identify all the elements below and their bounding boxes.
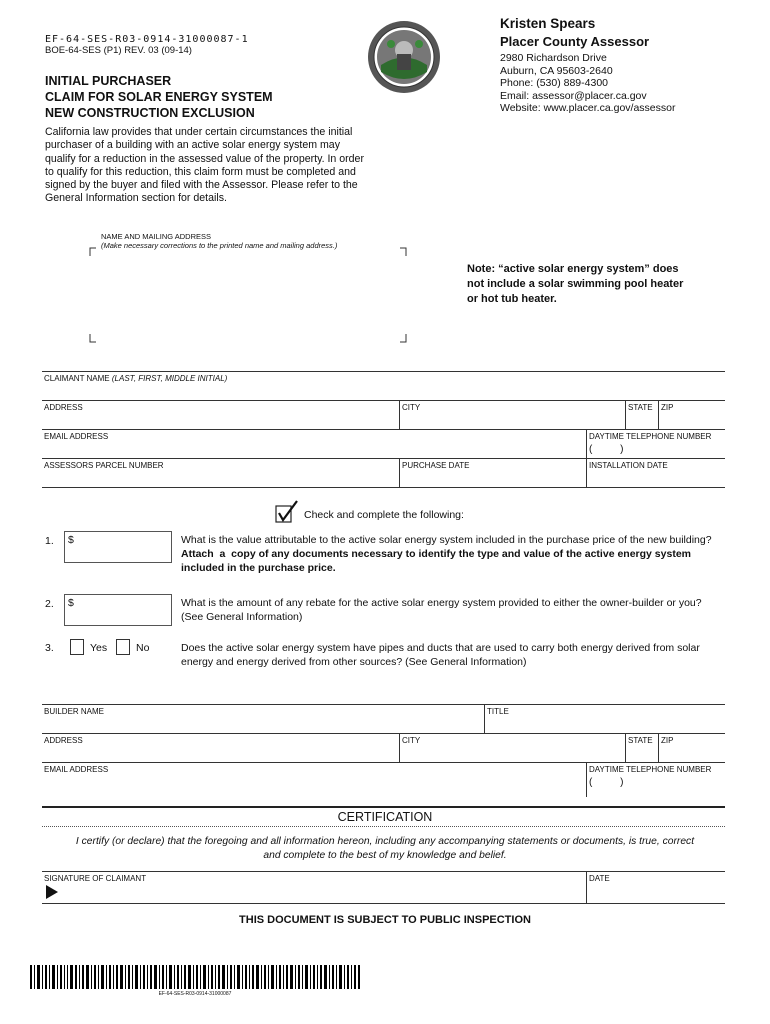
field-label: STATE (628, 736, 653, 745)
question-number: 3. (45, 642, 54, 654)
dollar-sign: $ (68, 597, 74, 609)
mailing-label: NAME AND MAILING ADDRESS (101, 232, 212, 241)
statement-line: and complete to the best of my knowledge and belief. (263, 850, 507, 861)
question-line: Attach a copy of any documents necessary to identify the type and value of the active energy system (181, 548, 691, 560)
phone-line: Phone: (530) 889-4300 (500, 77, 608, 90)
question-line: energy and energy derived from other sources? (See General Information) (181, 656, 527, 668)
title-line: INITIAL PURCHASER (45, 74, 172, 88)
field-label: EMAIL ADDRESS (44, 432, 109, 441)
field-label: CLAIMANT NAME (44, 374, 110, 383)
q3-yes-checkbox[interactable] (70, 639, 84, 655)
checklist-instruction: Check and complete the following: (304, 509, 464, 521)
question-line: Does the active solar energy system have pipes and ducts that are used to carry both energy derived from solar (181, 642, 700, 654)
field-label: CITY (402, 403, 421, 412)
intro-line: signed by the buyer and filed with the Assessor. Please refer to the (45, 179, 358, 192)
builder-email-field[interactable] (42, 763, 586, 797)
q1-value-input[interactable] (64, 531, 172, 563)
builder-city-field[interactable] (400, 734, 625, 762)
question-line: What is the amount of any rebate for the active solar energy system provided to either the owner-builder or you? (181, 597, 702, 609)
installation-date-field[interactable] (587, 459, 725, 487)
field-label: ASSESSORS PARCEL NUMBER (44, 461, 164, 470)
note-line: not include a solar swimming pool heater (467, 278, 684, 290)
yes-label: Yes (90, 642, 108, 654)
claimant-zip-field[interactable] (659, 401, 725, 429)
field-label: BUILDER NAME (44, 707, 105, 716)
question-number: 2. (45, 598, 54, 610)
form-revision: BOE-64-SES (P1) REV. 03 (09-14) (45, 45, 192, 56)
title-line: CLAIM FOR SOLAR ENERGY SYSTEM (45, 90, 273, 104)
q2-text (181, 596, 702, 624)
certification-divider (42, 806, 725, 808)
intro-line: to qualify for this reduction, this claim form must be completed and (45, 165, 356, 178)
question-number: 1. (45, 535, 54, 547)
claimant-address-field[interactable] (42, 401, 399, 429)
certification-statement (0, 835, 770, 863)
website-line: Website: www.placer.ca.gov/assessor (500, 102, 676, 115)
field-label: EMAIL ADDRESS (44, 765, 109, 774)
address-line: 2980 Richardson Drive (500, 52, 607, 64)
county-seal-icon (367, 20, 441, 94)
question-line: included in the purchase price. (181, 562, 336, 574)
no-label: No (136, 642, 150, 654)
divider (42, 487, 725, 488)
signature-date-field[interactable] (587, 872, 725, 903)
q3-text (181, 641, 700, 669)
assessor-name: Kristen Spears (500, 16, 596, 31)
form-title (45, 73, 273, 121)
note-box (467, 262, 683, 307)
field-label: ZIP (661, 736, 674, 745)
intro-line: General Information section for details. (45, 192, 227, 205)
claimant-phone-field[interactable] (587, 430, 725, 458)
public-inspection-notice: THIS DOCUMENT IS SUBJECT TO PUBLIC INSPECTION (239, 914, 531, 926)
dollar-sign: $ (68, 534, 74, 546)
form-code: EF-64-SES-R03-0914-31000087-1 (45, 34, 249, 45)
field-label: PURCHASE DATE (402, 461, 470, 470)
assessor-contact (500, 52, 675, 115)
question-line: (See General Information) (181, 611, 303, 623)
barcode-text: EF-64-SES-R03-0914-31000087 (158, 991, 232, 997)
field-label: STATE (628, 403, 653, 412)
field-hint: (LAST, FIRST, MIDDLE INITIAL) (111, 374, 228, 383)
builder-title-field[interactable] (485, 705, 725, 733)
builder-name-field[interactable] (42, 705, 484, 733)
mailing-address-window[interactable] (88, 246, 410, 344)
question-line: What is the value attributable to the active solar energy system included in the purchase price of the new building? (181, 534, 712, 546)
note-line: or hot tub heater. (467, 293, 557, 305)
field-label: TITLE (487, 707, 509, 716)
field-label: INSTALLATION DATE (589, 461, 668, 470)
intro-line: California law provides that under certain circumstances the initial (45, 126, 353, 138)
builder-zip-field[interactable] (659, 734, 725, 762)
claimant-email-field[interactable] (42, 430, 586, 458)
field-label: DATE (589, 874, 610, 883)
field-label: DAYTIME TELEPHONE NUMBER (589, 432, 712, 441)
field-label: ADDRESS (44, 403, 83, 412)
barcode-icon (30, 965, 360, 989)
purchase-date-field[interactable] (400, 459, 586, 487)
builder-state-field[interactable] (626, 734, 658, 762)
q3-no-checkbox[interactable] (116, 639, 130, 655)
email-line: Email: assessor@placer.ca.gov (500, 89, 647, 102)
note-line: Note: “active solar energy system” does (467, 263, 679, 275)
title-line: NEW CONSTRUCTION EXCLUSION (45, 106, 255, 120)
field-label: ADDRESS (44, 736, 83, 745)
address-line: Auburn, CA 95603-2640 (500, 64, 613, 77)
checkmark-icon (275, 500, 299, 524)
intro-line: qualify for a reduction in the assessed value of the property. In order (45, 152, 364, 165)
divider (42, 826, 725, 827)
claimant-city-field[interactable] (400, 401, 625, 429)
builder-phone-field[interactable] (587, 763, 725, 797)
builder-address-field[interactable] (42, 734, 399, 762)
certification-heading: CERTIFICATION (337, 810, 433, 824)
phone-parentheses: ( ) (589, 777, 624, 788)
field-label: ZIP (661, 403, 674, 412)
claimant-name-field[interactable] (42, 372, 725, 400)
q2-rebate-input[interactable] (64, 594, 172, 626)
field-label: SIGNATURE OF CLAIMANT (44, 874, 147, 883)
parcel-number-field[interactable] (42, 459, 399, 487)
intro-line: purchaser of a building with an active solar energy system may (45, 139, 341, 152)
claimant-state-field[interactable] (626, 401, 658, 429)
assessor-title: Placer County Assessor (500, 34, 650, 49)
field-label: DAYTIME TELEPHONE NUMBER (589, 765, 712, 774)
divider (42, 903, 725, 904)
intro-paragraph (45, 126, 367, 206)
statement-line: I certify (or declare) that the foregoing and all information hereon, including any accompanying statements or documents, is true, correct (75, 836, 695, 847)
arrow-right-icon (46, 885, 58, 904)
mailing-hint: (Make necessary corrections to the printed name and mailing address.) (101, 241, 338, 250)
phone-parentheses: ( ) (589, 444, 624, 455)
field-label: CITY (402, 736, 421, 745)
q1-text (181, 533, 726, 575)
signature-field[interactable] (42, 872, 586, 903)
